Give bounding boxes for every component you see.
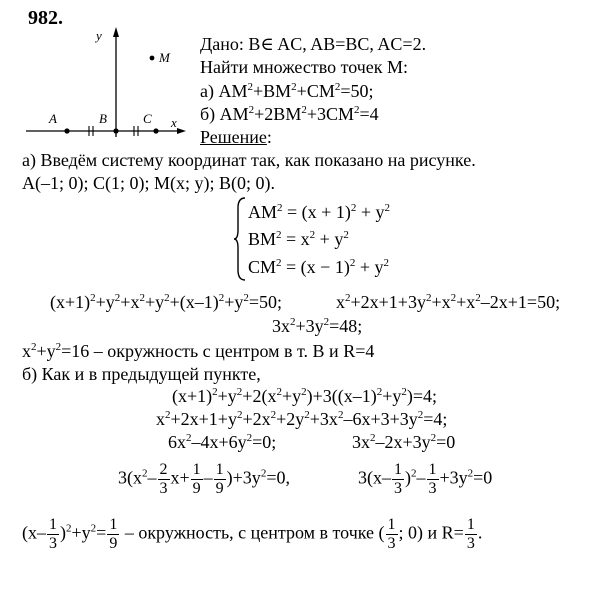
point-b-dot (113, 128, 118, 133)
part-b-equation-6: 3(x– $\frac{1}{3}$ )$^2$– $\frac{1}{3}$ $+3y^2=0$ (358, 461, 493, 497)
x-axis-arrow-icon (177, 128, 186, 134)
problem-number: 982. (28, 7, 63, 29)
given-part-b: б) $AM^2+2BM^2+3CM^2=4$ (200, 104, 379, 124)
part-a-equation-1: $(x+1)^2+y^2+x^2+y^2+(x-1)^2+y^2=50$; (50, 292, 283, 312)
part-b-intro: б) Как и в предыдущей пункте, (22, 364, 261, 384)
part-a-equation-3: $3x^2+3y^2=48$; (272, 316, 363, 336)
solution-heading: Решение: (200, 127, 272, 147)
point-a-dot (64, 128, 69, 133)
part-b-equation-2: $x^2+2x+1+y^2+2x^2+2y^2+3x^2-6x+3+3y^2=4$; (156, 409, 448, 429)
y-axis-arrow-icon (113, 27, 119, 37)
given-part-a: а) $AM^2+BM^2+CM^2=50$; (200, 81, 374, 101)
part-a-conclusion: $x^2+y^2=16$ – окружность с центром в т. B и R=4 (22, 341, 375, 361)
part-b-final: (x– $\frac{1}{3}$ )$^2+y^2=$ $\frac{1}{9}$ – окружность, с центром в точке ( $\frac{1}{3}$ ; 0) и R= $\frac{1}{3}$ . (22, 516, 483, 552)
given-line-2: Найти множество точек М: (200, 57, 409, 77)
y-axis-label: y (96, 28, 102, 43)
part-b-equation-3: $6x^2-4x+6y^2=0$; (168, 432, 277, 452)
part-b-equation-1: $(x+1)^2+y^2+2(x^2+y^2)+3((x-1)^2+y^2)=4$; (172, 386, 438, 406)
point-m-dot (150, 56, 155, 61)
part-a-coords: A(–1; 0); C(1; 0); M(x; y); B(0; 0). (22, 173, 275, 193)
point-b-label: B (99, 111, 107, 126)
point-a-label: A (49, 111, 57, 126)
point-c-dot (153, 128, 158, 133)
point-c-label: C (143, 111, 152, 126)
point-m-label: M (159, 50, 170, 65)
part-b-equation-4: $3x^2-2x+3y^2=0$ (352, 432, 456, 452)
part-b-equation-5: $3(x^2-$ $\frac{2}{3}$ x+ $\frac{1}{9}$ – $\frac{1}{9}$ )$+3y^2=0$, (118, 461, 290, 497)
x-axis-label: x (171, 115, 177, 130)
system-row-am: $AM^2 = (x + 1)^2 + y^2$ (248, 202, 390, 222)
part-a-equation-2: $x^2+2x+1+3y^2+x^2+x^2-2x+1=50$; (336, 292, 561, 312)
given-line-1: Дано: B∈ AC, AB=BC, AC=2. (200, 34, 427, 54)
system-row-bm: $BM^2 = x^2 + y^2$ (248, 229, 349, 249)
system-row-cm: $CM^2 = (x - 1)^2 + y^2$ (248, 257, 389, 277)
part-a-intro: а) Введём систему координат так, как показано на рисунке. (22, 150, 476, 170)
coordinate-figure (22, 25, 192, 143)
system-brace (233, 196, 247, 282)
